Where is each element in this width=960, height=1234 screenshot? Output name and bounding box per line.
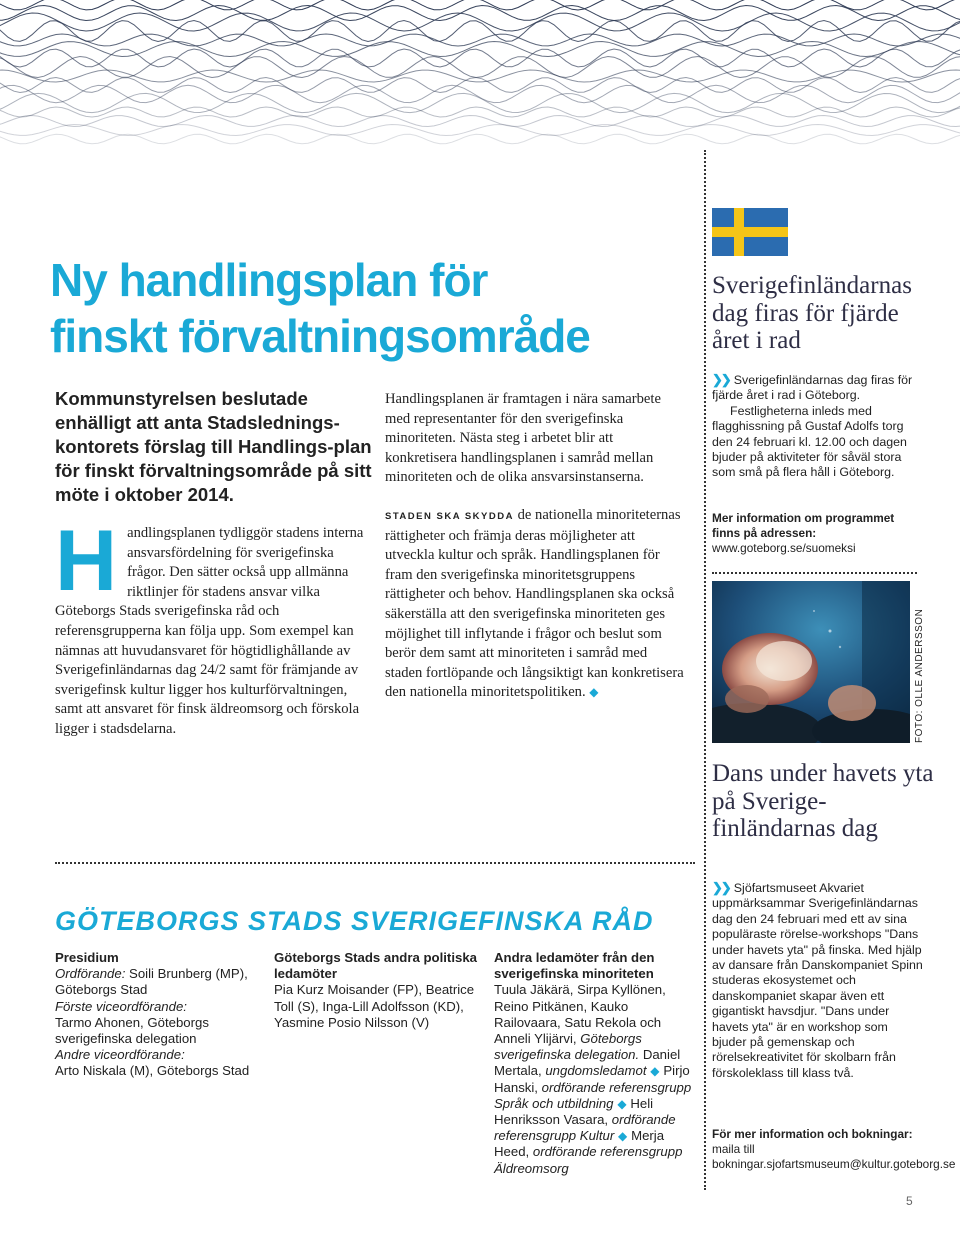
double-chevron-icon: ❯❯ (712, 880, 730, 895)
sidebar-heading-1: Sverigefinländarnas dag firas för fjärde året i rad (712, 272, 912, 354)
wave-line (0, 134, 960, 144)
sidebar-info-1 (712, 511, 922, 556)
wave-pattern-header (0, 0, 960, 150)
separator-icon: ◆ (646, 1064, 664, 1079)
article-body-3-text: de nationella minoriteternas rättigheter och främja deras möjligheter att utveckla kultur och språk. Handlingsplanen för fram den sverigefinska minoritetsgruppens rättigheter och behov. Handlingsplanen ska också säkerställa att den sverigefinska minoriteten ges möjlighet till inflytande i frågor och beslut som berör dem samt att minoriteten i samråd med staden fortlöpande och långsiktigt kan konkretisera den nationella minoritetspolitiken. (385, 506, 684, 701)
role-label: ordförande referensgrupp Äldreomsorg (494, 1144, 683, 1176)
sidebar-info-2 (712, 1127, 956, 1172)
photo-credit-box (912, 581, 932, 743)
lead-in: STADEN SKA SKYDDA (385, 510, 514, 522)
sweden-finland-flag-icon (712, 208, 788, 256)
article-title-line1: Ny handlingsplan för (50, 254, 488, 306)
article-body-3 (385, 506, 685, 703)
role-label: ordförande referensgrupp Språk och utbildning (494, 1079, 692, 1111)
sidebar-text-2a: Sjöfartsmuseet Akvariet uppmärksammar Sverigefinländarnas dag den 24 februari med ett av sina populäraste rörelse-workshops "Dans under havets yta" på finska. Med hjälp av dansare från Danskompaniet Spinn studeras ekosystemet och danskompaniet skapar även ett gigantiskt havsdjur. "Dans under havets yta" är en workshop som bjuder på gemenskap och rörelsekreativitet för skolbarn från förskoleklass till klass två. (712, 881, 923, 1080)
article-column-2 (385, 390, 685, 703)
presidium-heading: Presidium (55, 950, 119, 965)
sidebar-heading-2: Dans under havets yta på Sverige-finländarnas dag (712, 760, 934, 842)
column-divider (704, 150, 706, 1190)
wave-line (0, 107, 960, 117)
end-mark-icon: ◆ (589, 685, 599, 700)
sidebar-text-2 (712, 880, 924, 1081)
role-label: Förste viceordförande: (55, 998, 187, 1014)
council-presidium (55, 950, 255, 1080)
separator-icon: ◆ (614, 1129, 632, 1144)
wave-line (0, 21, 960, 42)
section-divider (55, 862, 695, 864)
article-body-2: Handlingsplanen är framtagen i nära samarbete med representanter för den sverigefinska minoriteten. Nästa steg i arbetet blir att konkretisera handlingsplanen i samråd mellan minoriteten och de olika ansvarsinstanserna. (385, 391, 661, 486)
article-body-1: andlingsplanen tydliggör stadens interna ansvarsfördelning för sverigefinska frågor. Den sätter också upp allmänna riktlinjer för stadens ansvar vilka Göteborgs Stads sverigefinska råd och referensgrupperna kan följa upp. Som exempel kan nämnas att huvudansvaret för högtidlighållande av Sverigefinländarnas dag 24/2 samt för främjande av sverigefinsk kultur ligger hos kulturförvaltningen, samt att ansvaret för finsk äldreomsorg och förskola ligger i stadsdelarna. (55, 525, 364, 737)
info-label: För mer information och bokningar: (712, 1127, 913, 1141)
role-label: ordförande referensgrupp Kultur (494, 1112, 676, 1144)
member-names: Tuula Jäkärä, Sirpa Kyllönen, Reino Pitkänen, Kauko Railovaara, Satu Rekola och Anneli Ylijärvi, (494, 982, 666, 1047)
role-label: Göteborgs sverigefinska delegation. (494, 1031, 642, 1063)
info-link[interactable]: www.goteborg.se/suomeksi (712, 541, 856, 555)
separator-icon: ◆ (613, 1096, 631, 1111)
member-name: Daniel Mertala, (494, 1047, 681, 1079)
article-title (50, 252, 690, 364)
member-name: Pirjo Hanski, (494, 1063, 690, 1095)
wave-line (0, 125, 960, 136)
political-members-heading: Göteborgs Stads andra politiska ledamöter (274, 950, 477, 982)
article-column-1 (55, 513, 367, 740)
page-number: 5 (906, 1194, 913, 1208)
council-political-members (274, 950, 479, 1031)
council-title: GÖTEBORGS STADS SVERIGEFINSKA RÅD (55, 906, 654, 936)
role-label: ungdomsledamot (545, 1063, 647, 1079)
sidebar-text-1a: Sverigefinländarnas dag firas för fjärde året i rad i Göteborg. (712, 373, 913, 403)
member-names: Pia Kurz Moisander (FP), Beatrice Toll (S), Inga-Lill Adolfsson (KD), Yasmine Posio Nilsson (V) (274, 982, 475, 1030)
article-title-line2: finskt förvaltningsområde (50, 310, 590, 362)
sidebar-divider (712, 572, 917, 574)
drop-cap: H (55, 513, 118, 609)
member-name: Merja Heed, (494, 1128, 665, 1160)
role-label: Ordförande: (55, 966, 126, 982)
minority-members-heading: Andra ledamöter från den sverigefinska minoriteten (494, 950, 655, 982)
wave-line (0, 42, 960, 57)
member-name: Tarmo Ahonen, Göteborgs sverigefinska delegation (55, 1014, 209, 1047)
sidebar-text-1 (712, 372, 917, 481)
council-minority-members (494, 950, 694, 1177)
member-name: Heli Henriksson Vasara, (494, 1095, 654, 1128)
member-name: Arto Niskala (M), Göteborgs Stad (55, 1063, 250, 1079)
info-link[interactable]: maila till bokningar.sjofartsmuseum@kultur.goteborg.se (712, 1142, 956, 1171)
info-label: Mer information om programmet finns på adressen: (712, 511, 895, 540)
role-label: Andre viceordförande: (55, 1047, 185, 1063)
aquarium-photo (712, 581, 910, 743)
double-chevron-icon: ❯❯ (712, 372, 730, 387)
sidebar-text-1b: Festligheterna inleds med flagghissning på Gustaf Adolfs torg den 24 februari kl. 12.00 och dagen bjuder på aktiviteter för såväl stora som små på flera håll i Göteborg. (712, 403, 907, 480)
photo-credit: FOTO: OLLE ANDERSSON (914, 608, 925, 743)
article-lead: Kommunstyrelsen beslutade enhälligt att anta Stadslednings-kontorets förslag till Handlings-plan för finskt förvaltningsområde på sitt möte i oktober 2014. (55, 388, 372, 505)
member-name: Soili Brunberg (MP), Göteborgs Stad (55, 966, 248, 998)
